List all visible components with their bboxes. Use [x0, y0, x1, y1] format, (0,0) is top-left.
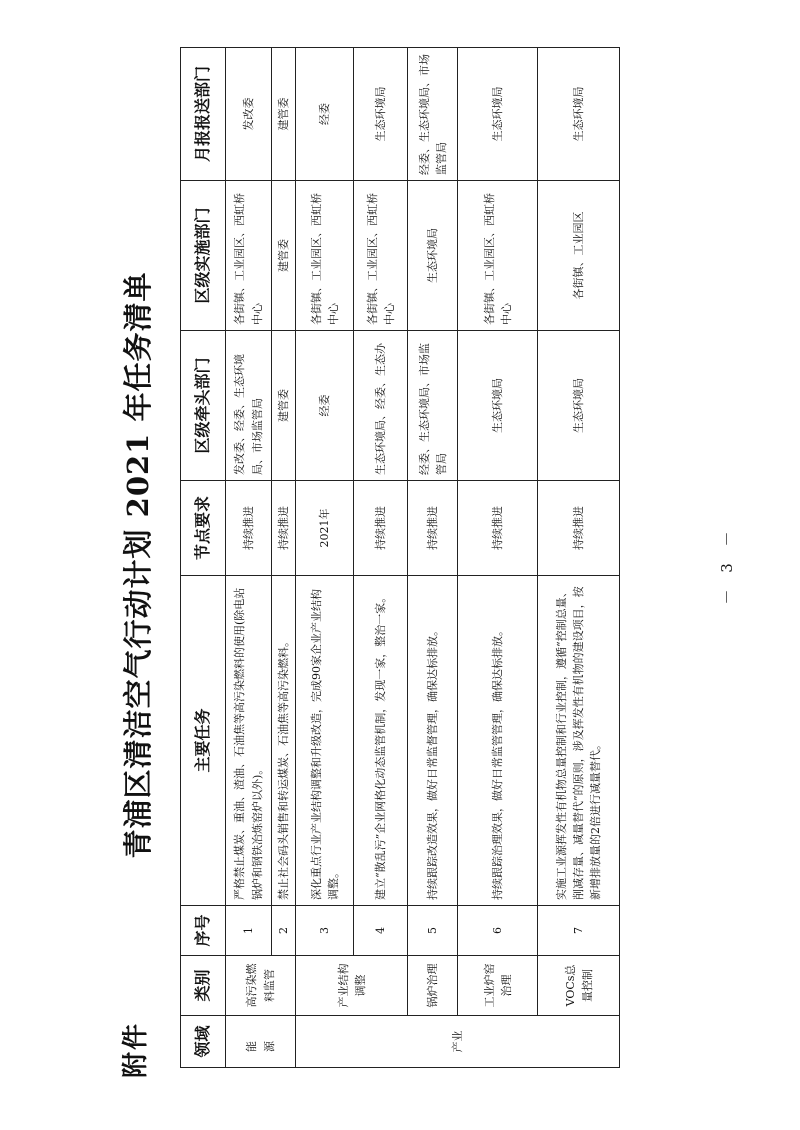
table-row — [408, 48, 458, 1068]
cell-impl-dept: 各街镇、工业园区 — [538, 181, 620, 331]
cell-seq: 5 — [408, 906, 458, 956]
cell-main-task: 实施工业源挥发性有机物总量控制和行业控制，遵循“控制总量、削减存量、减量替代”的原则，涉及挥发性有机物的建设项目，按新增排放量的2倍进行减量替代。 — [538, 576, 620, 906]
cell-lead-dept: 生态环境局 — [458, 331, 538, 481]
cell-category: 产业结构调整 — [296, 956, 408, 1016]
header-category: 类别 — [181, 956, 226, 1016]
attachment-label: 附件 — [121, 1021, 151, 1078]
cell-impl-dept: 建管委 — [272, 181, 296, 331]
header-lead-dept: 区级牵头部门 — [181, 331, 226, 481]
page-number: － 3 － — [718, 525, 736, 605]
cell-impl-dept: 各街镇、工业园区、西虹桥中心 — [354, 181, 408, 331]
task-table — [180, 47, 620, 1068]
cell-lead-dept: 生态环境局 — [538, 331, 620, 481]
cell-lead-dept: 经委、生态环境局、市场监管局 — [408, 331, 458, 481]
cell-milestone: 持续推进 — [538, 481, 620, 576]
cell-lead-dept: 发改委、经委、生态环境局、市场监管局 — [226, 331, 272, 481]
cell-milestone: 持续推进 — [408, 481, 458, 576]
table-row — [272, 48, 296, 1068]
cell-report-dept: 经委、生态环境局、市场监管局 — [408, 48, 458, 181]
cell-category: 高污染燃料监管 — [226, 956, 296, 1016]
header-impl-dept: 区级实施部门 — [181, 181, 226, 331]
cell-main-task: 严格禁止煤炭、重油、渣油、石油焦等高污染燃料的使用(除电站锅炉和钢铁冶炼窑炉以外)。 — [226, 576, 272, 906]
cell-seq: 1 — [226, 906, 272, 956]
cell-milestone: 持续推进 — [226, 481, 272, 576]
cell-report-dept: 生态环境局 — [458, 48, 538, 181]
cell-category: VOCs总量控制 — [538, 956, 620, 1016]
cell-milestone: 持续推进 — [458, 481, 538, 576]
cell-domain: 能源 — [226, 1016, 296, 1068]
header-report-dept: 月报报送部门 — [181, 48, 226, 181]
cell-domain: 产业 — [296, 1016, 620, 1068]
cell-report-dept: 建管委 — [272, 48, 296, 181]
cell-lead-dept: 经委 — [296, 331, 354, 481]
cell-seq: 4 — [354, 906, 408, 956]
header-seq: 序号 — [181, 906, 226, 956]
table-header-row — [181, 48, 226, 1068]
cell-category: 锅炉治理 — [408, 956, 458, 1016]
cell-impl-dept: 生态环境局 — [408, 181, 458, 331]
cell-milestone: 持续推进 — [354, 481, 408, 576]
cell-seq: 2 — [272, 906, 296, 956]
cell-milestone: 持续推进 — [272, 481, 296, 576]
cell-category: 工业炉窑治理 — [458, 956, 538, 1016]
cell-main-task: 深化重点行业产业结构调整和升级改造，完成90家企业产业结构调整。 — [296, 576, 354, 906]
table-row — [458, 48, 538, 1068]
table-row — [354, 48, 408, 1068]
header-milestone: 节点要求 — [181, 481, 226, 576]
cell-report-dept: 生态环境局 — [538, 48, 620, 181]
cell-impl-dept: 各街镇、工业园区、西虹桥中心 — [458, 181, 538, 331]
table-row — [226, 48, 272, 1068]
cell-impl-dept: 各街镇、工业园区、西虹桥中心 — [226, 181, 272, 331]
cell-main-task: 禁止社会码头销售和转运煤炭、石油焦等高污染燃料。 — [272, 576, 296, 906]
cell-report-dept: 经委 — [296, 48, 354, 181]
table-row — [538, 48, 620, 1068]
cell-lead-dept: 建管委 — [272, 331, 296, 481]
header-main-task: 主要任务 — [181, 576, 226, 906]
cell-report-dept: 生态环境局 — [354, 48, 408, 181]
cell-seq: 7 — [538, 906, 620, 956]
cell-main-task: 持续跟踪治理效果，做好日常监管管理，确保达标排放。 — [458, 576, 538, 906]
cell-report-dept: 发改委 — [226, 48, 272, 181]
cell-lead-dept: 生态环境局、经委、生态办 — [354, 331, 408, 481]
cell-seq: 3 — [296, 906, 354, 956]
cell-main-task: 建立“散乱污”企业网格化动态监管机制，发现一家，整治一家。 — [354, 576, 408, 906]
cell-impl-dept: 各街镇、工业园区、西虹桥中心 — [296, 181, 354, 331]
table-row — [296, 48, 354, 1068]
cell-milestone: 2021年 — [296, 481, 354, 576]
cell-main-task: 持续跟踪改造效果，做好日常监督管理，确保达标排放。 — [408, 576, 458, 906]
header-domain: 领域 — [181, 1016, 226, 1068]
document-title: 青浦区清洁空气行动计划 2021 年任务清单 — [121, 271, 155, 859]
cell-seq: 6 — [458, 906, 538, 956]
